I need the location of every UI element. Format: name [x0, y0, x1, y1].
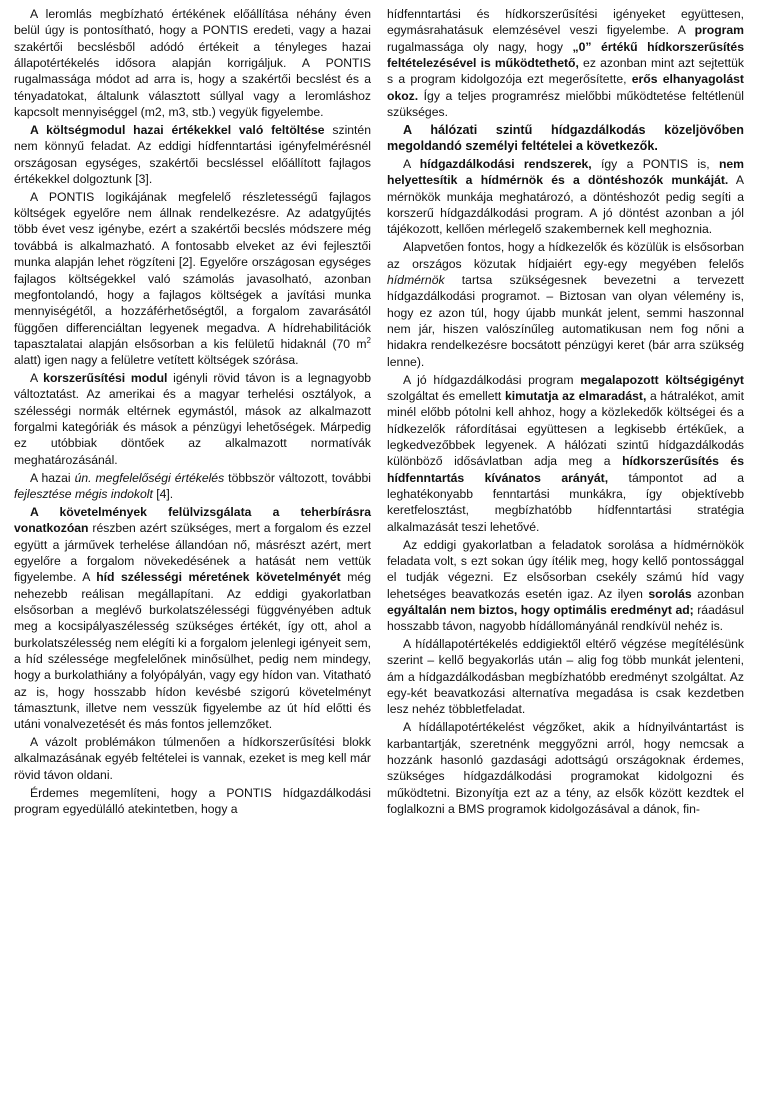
- left-column: [14, 6, 371, 1115]
- text-run: szintén nem könnyű feladat. Az eddigi hídfenntartási igényfelmérésnél országosan egységes, szakértői becsléssel előállított fajlagos értékekkel dolgoztunk [3].: [14, 122, 371, 186]
- text-run: azonban: [691, 586, 744, 601]
- text-run: részben azért szükséges, mert a forgalom és ezzel együtt a járművek terhelése állandóan nő, másrészt azért, mert egyelőre a forgalom növekedésének a hatását nem vettük figyelembe. A: [14, 521, 371, 585]
- text-run: támpontot ad a leghatékonyabb fenntartási munkákra, így objektívebb keretfelosztást, megbízhatóbb hídfenntartási stratégia alkalmazását teszi lehetővé.: [387, 470, 745, 534]
- text-run: [4].: [152, 486, 174, 501]
- text-run: tartsa szükségesnek bevezetni a tervezett hídgazdálkodási programot. – Biztosan van olyan vélemény is, hogy ez azon túl, hogy újabb munkát jelent, semmi haszonnal nem jár, hiszen valószínűleg automatikusan nem fog nőni a hidakra rendelkezésre bocsátott pénzügyi keret (bár arra szükség lenne).: [387, 273, 744, 369]
- italic-run: ún. megfelelőségi értékelés: [74, 470, 225, 485]
- bold-run: sorolás: [648, 586, 692, 601]
- text-run: ez azonban mint azt sejtettük s a program kidolgozója ezt megerősítette,: [387, 56, 744, 87]
- bold-run: A követelmények felülvizsgálata a teherbírásra vonatkozóan: [14, 504, 371, 536]
- paragraph: [14, 504, 371, 733]
- paragraph: [387, 719, 744, 817]
- bold-run: egyáltalán nem biztos, hogy optimális eredményt ad;: [387, 602, 694, 617]
- text-run: A hídállapotértékelés eddigiektől eltérő végzése megítélésünk szerint – kellő begyakorlás után – alig fog több munkát jelenteni, ám a hídgazdálkodásban megbízhatóbb eredményt szolgáltat. Az egy-két beavatkozási alternatíva megadása is csak kezdetben lesz nehéz többletfeladat.: [387, 637, 744, 717]
- paragraph: [387, 372, 744, 535]
- paragraph: [387, 122, 744, 155]
- bold-run: korszerűsítési modul: [43, 371, 168, 386]
- paragraph: [14, 189, 371, 369]
- text-run: Az eddigi gyakorlatban a feladatok sorolása a hídmérnökök feladata volt, s ezt sokan úgy ítélik meg, hogy kellő pontossággal el tudják végezni. Ez elsősorban csekély számú híd vagy lehetséges beavatkozás esetén igaz. Az ilyen: [387, 537, 744, 601]
- paragraph: [387, 239, 744, 370]
- bold-run: A költségmodul hazai értékekkel való feltöltése: [30, 122, 325, 137]
- bold-run: hídkorszerűsítés és hídfenntartás kívánatos arányát,: [387, 454, 744, 485]
- paragraph: [387, 636, 744, 718]
- paragraph: [14, 6, 371, 120]
- bold-run: nem helyettesítik a hídmérnök és a döntéshozók munkáját.: [387, 157, 744, 188]
- italic-run: hídmérnök: [387, 273, 445, 287]
- paragraph: [14, 785, 371, 818]
- paragraph: [387, 6, 744, 120]
- bold-run: A hálózati szintű hídgazdálkodás közeljövőben megoldandó személyi feltételei a következők.: [387, 122, 744, 154]
- text-run: rugalmassága oly nagy, hogy: [387, 39, 573, 54]
- bold-run: „0” értékű hídkorszerűsítés feltételezésével is működtethető,: [387, 39, 744, 71]
- text-run: A mérnökök munkája meghatározó, a döntéshozót pedig segíti a korszerű hídgazdálkodási program. A jó döntést azonban a jól tájékozott, kellően mérlegelő szakembernek kell meghoznia.: [387, 173, 745, 237]
- superscript-run: 2: [366, 335, 371, 345]
- text-run: így a PONTIS is,: [591, 157, 719, 172]
- text-run: A: [403, 157, 420, 172]
- bold-run: híd szélességi méretének követelményét: [96, 570, 341, 585]
- bold-run: erős elhanyagolást okoz.: [387, 72, 744, 103]
- text-run: Érdemes megemlíteni, hogy a PONTIS hídgazdálkodási program egyedülálló atekintetben, hogy a: [14, 785, 371, 816]
- text-run: A hídállapotértékelést végzőket, akik a hídnyilvántartást is karbantartják, szeretnénk meggyőzni arról, hogy nemcsak a hozzánk hasonló gazdasági adottságú országoknak érdemes, szükséges hídgazdálkodási programokat kidolgozni és működtetni. Bizonyítja ezt az a tény, az elsők között kezdtek el foglalkozni a BMS programok kidolgozásával a dánok, fin-: [387, 720, 744, 816]
- text-run: A jó hídgazdálkodási program: [403, 372, 581, 387]
- text-run: még nehezebb reálisan megállapítani. Az eddigi gyakorlatban elsősorban a meglévő burkolatszélességi függvényében adtuk meg a kocsipályaszélesség szükséges értékét, így ott, ahol a burkolatszélesség nem elégíti ki a forgalom jelenlegi igényeit sem, a híd szélessége megfelelőnek minősülhet, pedig nem mindegy, hogy a burkolathiány a folyópályán, vagy egy hídon van. Vitatható az is, hogy hosszabb hídon kevésbé szigorú követelményt támasztunk, illetve nem vesszük figyelembe az út híd előtti és utáni vonalvezetését és más fontos jellemzőket.: [14, 570, 372, 732]
- text-run: a hátralékot, amit minél előbb pótolni kell ahhoz, hogy a közlekedők költségei és a hídkezelők ráfordításai együttesen a legkisebb értékűek, a legkedvezőbbek legyenek. A hálózati szintű hídgazdálkodás különböző idősávlatban adja meg a: [387, 388, 744, 469]
- text-run: ráadásul hosszabb távon, nagyobb hídállományánál rendkívül nehéz is.: [387, 602, 744, 634]
- text-run: szolgáltat és emellett: [387, 388, 505, 403]
- text-run: igényli rövid távon is a legnagyobb változtatást. Az amerikai és a magyar terhelési osztályok, a szélességi normák eltérnek egymástól, mások az alkalmazott forgalmi kategóriák és mások a pénzügyi lehetőségek. Márpedig ez utóbbiak döntőek az alkalmazott normatívák meghatározásánál.: [14, 371, 371, 467]
- bold-run: program: [694, 23, 744, 38]
- italic-run: fejlesztése mégis indokolt: [14, 486, 153, 501]
- text-run: hídfenntartási és hídkorszerűsítési igényeket együttesen, egymásrahatásuk elemzésével veszi figyelembe. A: [387, 7, 744, 38]
- bold-run: megalapozott költségigényt: [580, 372, 744, 387]
- bold-run: hídgazdálkodási rendszerek,: [419, 157, 592, 172]
- paragraph: [387, 537, 744, 635]
- text-run: A leromlás megbízható értékének előállítása néhány éven belül úgy is pontosítható, hogy a PONTIS eredeti, vagy a hazai szakértői becslésből adódó értékeit a tényleges hazai állapotértékelés idősora alapján korrigáljuk. A PONTIS rugalmassága módot ad arra is, hogy a szakértői becslést és a tényadatokat, általunk választott súllyal vagy a leromláshoz kapcsolt mennyiséggel (m2, m3, stb.) vegyük figyelembe.: [14, 7, 371, 120]
- paragraph: [14, 370, 371, 468]
- text-run: Így a teljes programrész mielőbbi működtetése feltétlenül szükséges.: [387, 88, 744, 120]
- text-run: többször változott, további: [224, 470, 371, 485]
- paragraph: [14, 734, 371, 783]
- paragraph: [387, 156, 744, 238]
- text-run: A PONTIS logikájának megfelelő részletességű fajlagos költségek egyelőre nem állnak rendelkezésre. Az adatgyűjtés több évet vesz igénybe, ezért a szakértői becslés módszere még továbbá is alkalmazható. A fontosabb elveket az évi fejlesztői munka alapján lehet rögzíteni [2]. Egyelőre országosan egységes fajlagos költségekkel való számolás javasolható, azonban megfontolandó, hogy a fajlagos költségek a javítási munka mennyiségétől, a hozzáférhetőségtől, a forgalom zavarásától függően differenciáltan legyenek megadva. A hídrehabilitációk tapasztalatai alapján elsősorban a kis felületű hidaknál (70 m: [14, 189, 371, 351]
- paragraph: [14, 470, 371, 503]
- text-run: A: [30, 371, 44, 386]
- paragraph: [14, 122, 371, 187]
- bold-run: kimutatja az elmaradást,: [504, 388, 647, 403]
- text-run: A vázolt problémákon túlmenően a hídkorszerűsítési blokk alkalmazásának egyéb feltételei is vannak, ezeket is meg kell már rövid távon oldani.: [14, 735, 371, 782]
- text-run: Alapvetően fontos, hogy a hídkezelők és közülük is elsősorban az országos közutak hídjaiért egy-egy megyében felelős: [387, 240, 744, 271]
- right-column: [387, 6, 744, 1115]
- text-run: alatt) igen nagy a felületre vetített költségek szórása.: [14, 353, 299, 368]
- text-run: A hazai: [30, 470, 75, 485]
